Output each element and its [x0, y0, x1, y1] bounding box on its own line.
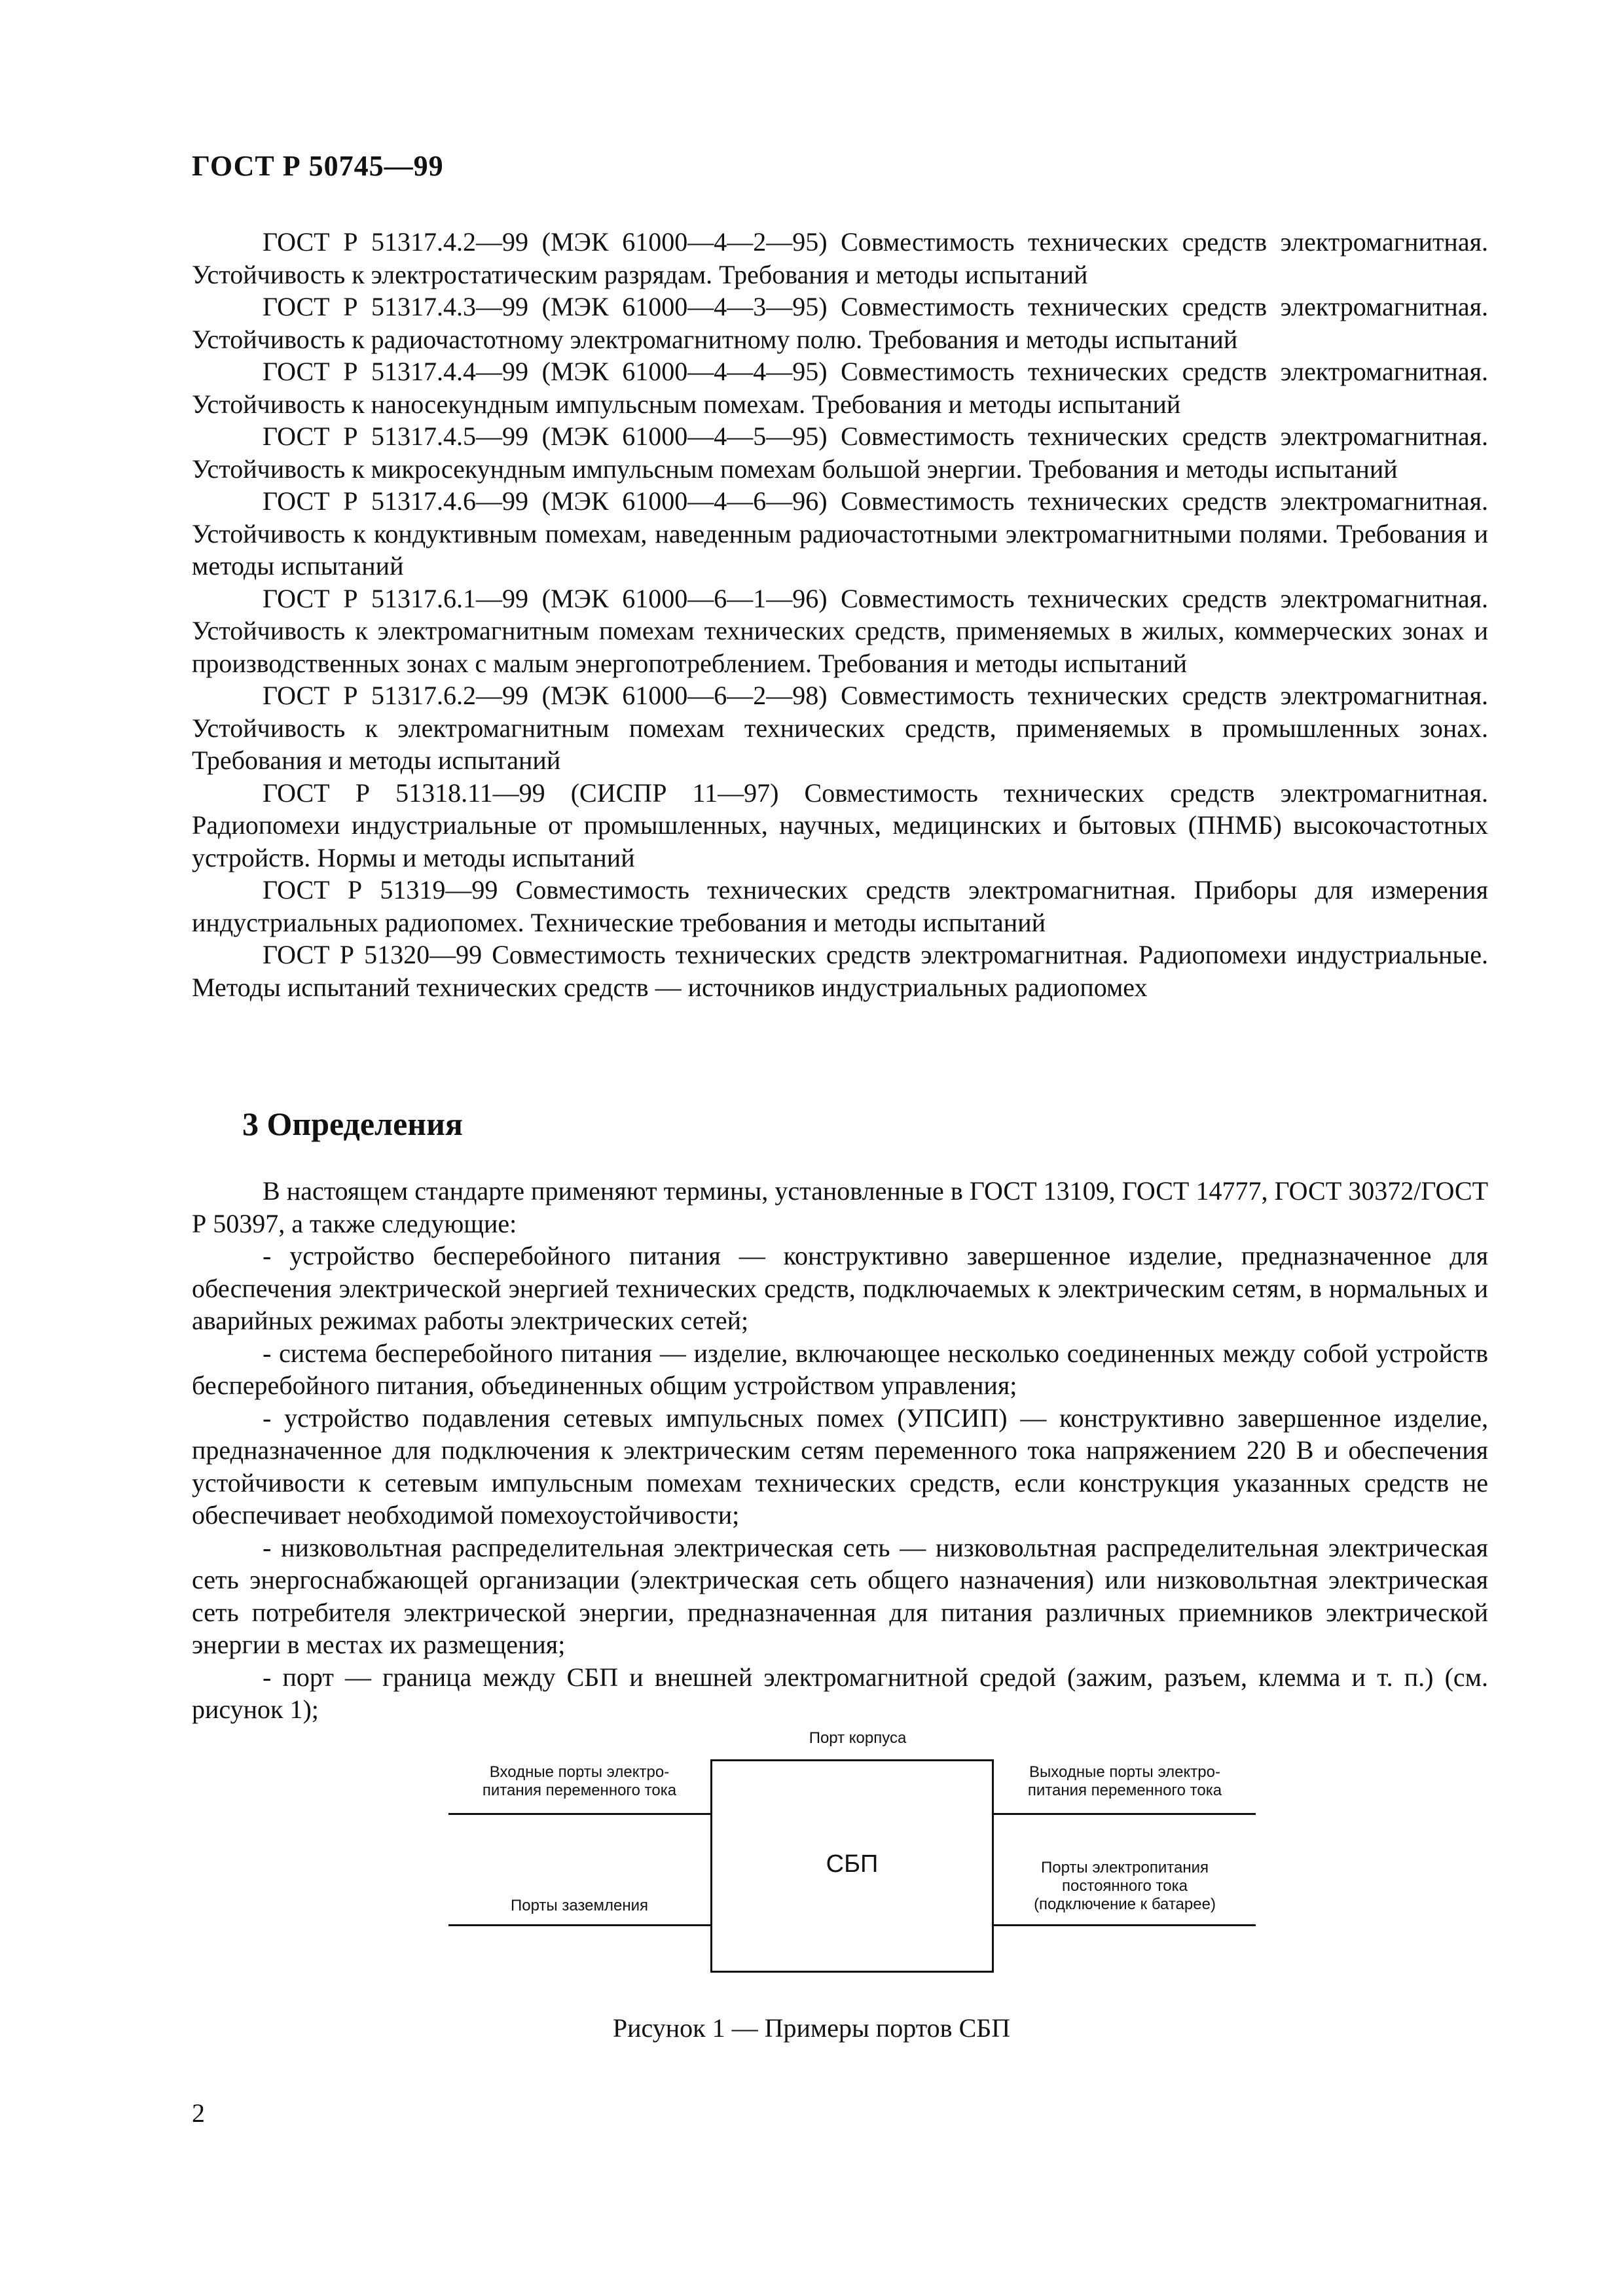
- reference-item: ГОСТ Р 51317.6.2—99 (МЭК 61000—6—2—98) Совместимость технических средств электромагнитная. Устойчивость к электромагнитным помехам технических средств, применяемых в промышленных зонах. Требования и методы испытаний: [192, 681, 1488, 775]
- label-line: питания переменного тока: [482, 1782, 677, 1799]
- label-line: (подключение к батарее): [1034, 1895, 1216, 1913]
- dc-ports-label: [994, 1859, 1256, 1914]
- definition-item: - низковольтная распределительная электрическая сеть — низковольтная распределительная электрическая сеть энергоснабжающей организации (электрическая сеть общего назначения) или низковольтная электрическая сеть потребителя электрической энергии, предназначенная для питания различных приемников электрической энергии в местах их размещения;: [192, 1532, 1488, 1659]
- dc-port-line: [994, 1924, 1256, 1926]
- reference-item: ГОСТ Р 51317.4.6—99 (МЭК 61000—4—6—96) Совместимость технических средств электромагнитная. Устойчивость к кондуктивным помехам, наведенным радиочастотными электромагнитными полями. Требования и методы испытаний: [192, 486, 1488, 581]
- reference-item: ГОСТ Р 51317.4.2—99 (МЭК 61000—4—2—95) Совместимость технических средств электромагнитная. Устойчивость к электростатическим разрядам. Требования и методы испытаний: [192, 227, 1488, 289]
- grounding-port-line: [448, 1924, 710, 1926]
- label-line: питания переменного тока: [1027, 1782, 1222, 1799]
- section-title: 3 Определения: [242, 1105, 463, 1142]
- ac-input-ports-label: [448, 1763, 710, 1800]
- reference-item: ГОСТ Р 51318.11—99 (СИСПР 11—97) Совместимость технических средств электромагнитная. Радиопомехи индустриальные от промышленных, научных, медицинских и бытовых (ПНМБ) высокочастотных устройств. Нормы и методы испытаний: [192, 778, 1488, 872]
- reference-item: ГОСТ Р 51317.4.3—99 (МЭК 61000—4—3—95) Совместимость технических средств электромагнитная. Устойчивость к радиочастотному электромагнитному полю. Требования и методы испытаний: [192, 292, 1488, 354]
- definitions-intro: В настоящем стандарте применяют термины, установленные в ГОСТ 13109, ГОСТ 14777, ГОСТ 30372/ГОСТ Р 50397, а также следующие:: [192, 1176, 1488, 1238]
- ac-output-ports-label: [994, 1763, 1256, 1800]
- reference-item: ГОСТ Р 51317.4.5—99 (МЭК 61000—4—5—95) Совместимость технических средств электромагнитная. Устойчивость к микросекундным импульсным помехам большой энергии. Требования и методы испытаний: [192, 422, 1488, 484]
- label-line: Выходные порты электро-: [1029, 1763, 1220, 1781]
- definition-item: - порт — граница между СБП и внешней электромагнитной средой (зажим, разъем, клемма и т. п.) (см. рисунок 1);: [192, 1662, 1488, 1724]
- label-line: Порты электропитания: [1041, 1859, 1209, 1876]
- reference-item: ГОСТ Р 51317.4.4—99 (МЭК 61000—4—4—95) Совместимость технических средств электромагнитная. Устойчивость к наносекундным импульсным помехам. Требования и методы испытаний: [192, 357, 1488, 419]
- definitions-section: [192, 1175, 1488, 1726]
- figure-caption: Рисунок 1 — Примеры портов СБП: [612, 2013, 1011, 2043]
- label-line: Входные порты электро-: [489, 1763, 670, 1781]
- reference-item: ГОСТ Р 51320—99 Совместимость технических средств электромагнитная. Радиопомехи индустриальные. Методы испытаний технических средств — источников индустриальных радиопомех: [192, 940, 1488, 1002]
- reference-item: ГОСТ Р 51319—99 Совместимость технических средств электромагнитная. Приборы для измерения индустриальных радиопомех. Технические требования и методы испытаний: [192, 875, 1488, 937]
- ac-input-port-line: [448, 1813, 710, 1815]
- enclosure-port-label: Порт корпуса: [809, 1729, 907, 1747]
- definition-item: - устройство подавления сетевых импульсных помех (УПСИП) — конструктивно завершенное изделие, предназначенное для подключения к электрическим сетям переменного тока напряжением 220 В и обеспечения устойчивости к сетевым импульсным помехам технических средств, если конструкция указанных средств не обеспечивает необходимой помехоустойчивости;: [192, 1403, 1488, 1530]
- normative-references: [192, 226, 1488, 1003]
- ups-box-label: СБП: [826, 1850, 879, 1878]
- document-header: ГОСТ Р 50745—99: [192, 150, 444, 182]
- definition-item: - система бесперебойного питания — изделие, включающее несколько соединенных между собой устройств бесперебойного питания, объединенных общим устройством управления;: [192, 1338, 1488, 1400]
- ac-output-port-line: [994, 1813, 1256, 1815]
- page-number: 2: [192, 2098, 205, 2128]
- definition-item: - устройство бесперебойного питания — конструктивно завершенное изделие, предназначенное для обеспечения электрической энергией технических средств, подключаемых к электрическим сетям, в нормальных и аварийных режимах работы электрических сетей;: [192, 1241, 1488, 1335]
- grounding-ports-label: Порты заземления: [511, 1897, 648, 1914]
- label-line: постоянного тока: [1062, 1877, 1188, 1895]
- reference-item: ГОСТ Р 51317.6.1—99 (МЭК 61000—6—1—96) Совместимость технических средств электромагнитная. Устойчивость к электромагнитным помехам технических средств, применяемых в жилых, коммерческих зонах и производственных зонах с малым энергопотреблением. Требования и методы испытаний: [192, 583, 1488, 678]
